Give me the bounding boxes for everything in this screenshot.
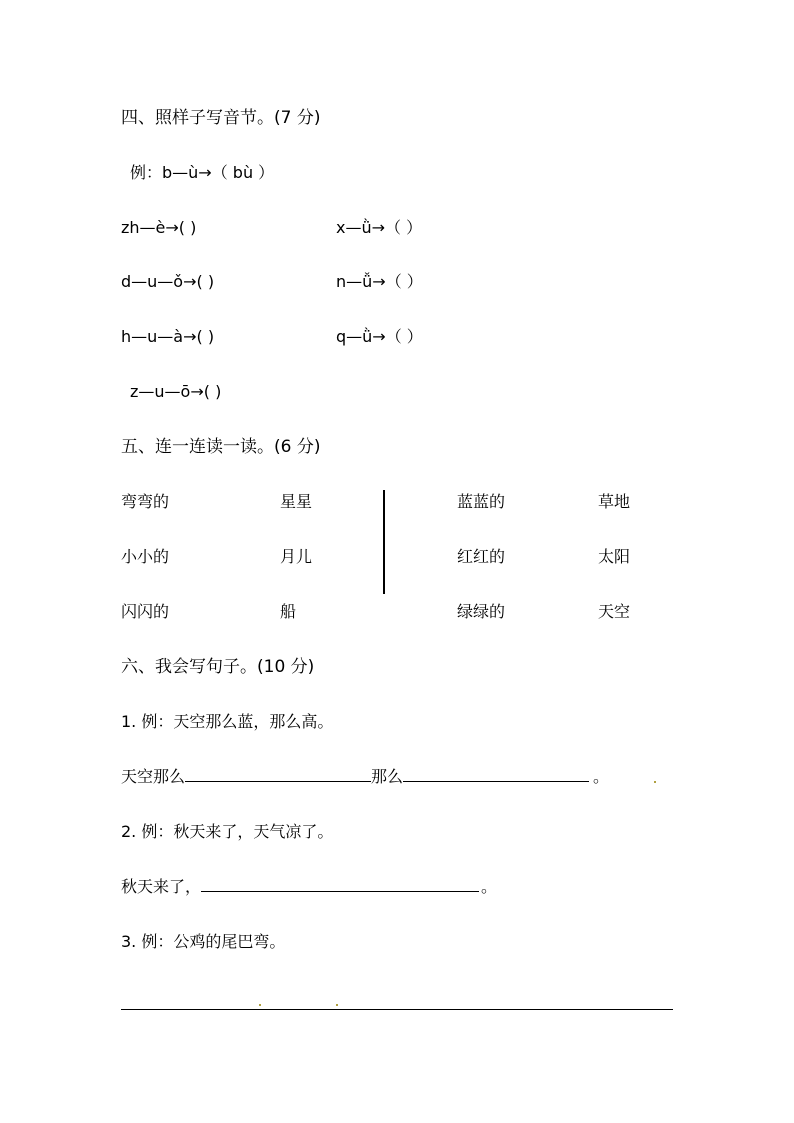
match-right-noun-1: 草地 [598,492,631,511]
pinyin-item-h-u-a: h—u—à→( ) [121,327,215,346]
pinyin-item-z-u-o: z—u—ō→( ) [130,382,222,401]
sentence-example-1: 1. 例：天空那么蓝，那么高。 [121,712,334,731]
column-divider [383,490,385,594]
sentence-answer-2-end: 。 [481,877,498,896]
match-left-noun-2: 月儿 [280,547,313,566]
pinyin-item-d-u-o: d—u—ǒ→( ) [121,272,215,291]
speck-mark [654,781,656,783]
match-right-adj-2: 红红的 [457,547,506,566]
match-right-adj-3: 绿绿的 [457,602,506,621]
answer-blank-2[interactable] [201,877,479,892]
sentence-answer-2-prefix: 秋天来了， [121,877,202,896]
sentence-answer-1-part1: 天空那么 [121,767,186,786]
section5-title: 五、连一连读一读。(6 分) [121,437,321,457]
answer-line-3[interactable] [121,1009,673,1010]
answer-blank-1a[interactable] [185,767,371,782]
sentence-example-2: 2. 例：秋天来了，天气凉了。 [121,822,334,841]
pinyin-item-zh-e: zh—è→( ) [121,218,197,237]
match-left-noun-3: 船 [280,602,297,621]
match-left-adj-3: 闪闪的 [121,602,170,621]
speck-mark [259,1004,261,1006]
match-right-noun-2: 太阳 [598,547,631,566]
speck-mark [336,1004,338,1006]
match-left-adj-1: 弯弯的 [121,492,170,511]
section6-title: 六、我会写句子。(10 分) [121,657,315,677]
match-left-noun-1: 星星 [280,492,313,511]
section4-title: 四、照样子写音节。(7 分) [121,108,321,128]
pinyin-item-n-u: n—ǚ→（ ） [336,272,423,291]
match-right-adj-1: 蓝蓝的 [457,492,506,511]
match-left-adj-2: 小小的 [121,547,170,566]
sentence-answer-1-end: 。 [593,767,610,786]
sentence-answer-1-part2: 那么 [371,767,404,786]
pinyin-item-q-u: q—ǜ→（ ） [336,327,423,346]
answer-blank-1b[interactable] [403,767,589,782]
sentence-example-3: 3. 例：公鸡的尾巴弯。 [121,932,286,951]
section4-example: 例：b—ù→（ bù ） [130,163,275,182]
sentence-answer-1 [121,767,609,787]
sentence-answer-2 [121,877,497,897]
match-right-noun-3: 天空 [598,602,631,621]
pinyin-item-x-u: x—ǜ→（ ） [336,218,423,237]
